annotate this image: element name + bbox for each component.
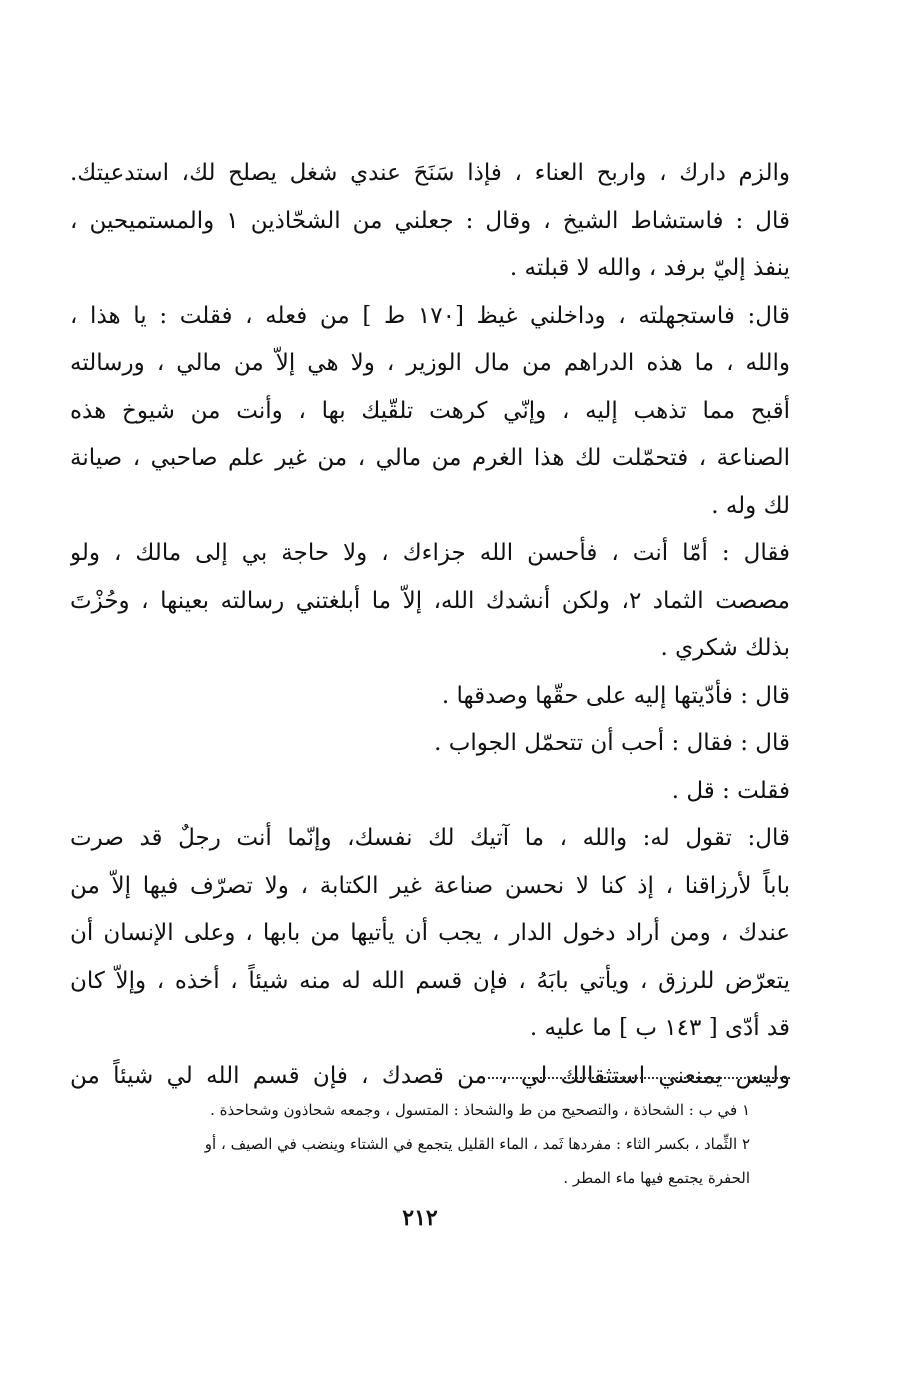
text-line-3: ينفذ إليّ برفد ، والله لا قبلته . (509, 255, 790, 281)
footnote-separator (488, 1077, 790, 1079)
text-line-6: أقبح مما تذهب إليه ، وإنّي كرهت تلقّيك بها ، وأنت من شيوخ هذه (70, 397, 790, 424)
footnote-2: ٢ الثِّماد ، بكسر الثاء : مفردها ثَمد ، الماء القليل يتجمع في الشتاء وينضب في الصيف ، أو (204, 1135, 750, 1153)
text-line-4: قال: فاستجهلته ، وداخلني غيظ [١٧٠ ط ] من فعله ، فقلت : يا هذا ، (70, 302, 790, 329)
text-line-7: الصناعة ، فتحمّلت لك هذا الغرم من مالي ، من غير علم صاحبي ، صيانة (70, 445, 790, 471)
text-line-13: قال : فقال : أحب أن تتحمّل الجواب . (434, 730, 790, 756)
text-line-11: بذلك شكري . (660, 635, 790, 661)
text-line-12: قال : فأدّيتها إليه على حقّها وصدقها . (441, 682, 790, 709)
text-line-8: لك وله . (711, 492, 790, 519)
text-line-18: يتعرّض للرزق ، ويأتي بابَهُ ، فإن قسم الله له منه شيئاً ، أخذه ، وإلاّ كان (70, 967, 790, 994)
text-line-1: والزم دارك ، واربح العناء ، فإذا سَنَحَ عندي شغل يصلح لك، استدعيتك. (70, 160, 790, 186)
page-number: ٢١٢ (402, 1205, 438, 1231)
text-line-20: وليس يمنعني استثقالك لي ، من قصدك ، فإن قسم الله لي شيئاً من (70, 1062, 790, 1089)
text-line-5: والله ، ما هذه الدراهم من مال الوزير ، ولا هي إلاّ من مالي ، ورسالته (70, 350, 790, 376)
text-line-15: قال: تقول له: والله ، ما آتيك لك نفسك، وإنّما أنت رجلٌ قد صرت (70, 825, 790, 851)
text-line-9: فقال : أمّا أنت ، فأحسن الله جزاءك ، ولا حاجة بي إلى مالك ، ولو (70, 540, 790, 566)
footnote-1: ١ في ب : الشحاذة ، والتصحيح من ط والشحاذ : المتسول ، وجمعه شحاذون وشحاحذة . (210, 1101, 750, 1119)
footnote-2-continued: الحفرة يجتمع فيها ماء المطر . (563, 1169, 750, 1187)
footnotes (90, 1093, 750, 1195)
text-line-16: باباً لأرزاقنا ، إذ كنا لا نحسن صناعة غير الكتابة ، ولا تصرّف فيها إلاّ من (70, 872, 790, 899)
text-line-19: قد أدّى [ ١٤٣ ب ] ما عليه . (529, 1015, 790, 1041)
text-line-14: فقلت : قل . (671, 777, 790, 804)
main-text (70, 150, 790, 1100)
text-line-10: مصصت الثماد ٢، ولكن أنشدك الله، إلاّ ما أبلغتني رسالته بعينها ، وحُزْتَ (70, 587, 790, 614)
text-line-17: عندك ، ومن أراد دخول الدار ، يجب أن يأتيها من بابها ، وعلى الإنسان أن (70, 920, 790, 946)
text-line-2: قال : فاستشاط الشيخ ، وقال : جعلني من الشحّاذين ١ والمستميحين ، (70, 207, 790, 234)
